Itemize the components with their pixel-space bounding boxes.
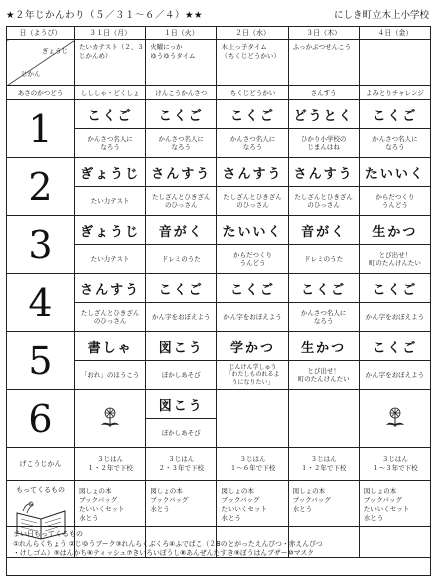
note-cell: たい力テスト	[75, 187, 146, 216]
day-header-thu: ３日（木）	[288, 27, 359, 40]
period-4-subject-row	[7, 274, 431, 303]
subject-cell: 書しゃ	[75, 332, 146, 361]
note-cell: たしざんとひきざん のひっさん	[217, 187, 288, 216]
period-number: 2	[7, 158, 75, 216]
subject-cell: こくご	[359, 332, 430, 361]
subject-cell: こくご	[217, 100, 288, 129]
note-cell: かん字をおぼえよう	[359, 361, 430, 390]
gekou-row	[7, 448, 431, 481]
subject-cell: たいいく	[359, 158, 430, 187]
note-cell: ドレミのうた	[288, 245, 359, 274]
subject-cell: 学かつ	[217, 332, 288, 361]
subject-cell: 図こう	[146, 332, 217, 361]
note-cell: ひかり小学校の じまんはね	[288, 129, 359, 158]
gekou-cell: ３じはん １〜６年で下校	[217, 448, 288, 481]
subject-cell: 音がく	[146, 216, 217, 245]
daily-items-box	[6, 526, 431, 576]
empty-cell	[217, 390, 288, 448]
page-header	[6, 5, 431, 21]
day-label: 日（ようび）	[7, 27, 75, 40]
page-title: ★２年じかんわり（５／３１〜６／４）★★	[6, 10, 204, 21]
period-6-subject-row	[7, 390, 431, 419]
period-number: 4	[7, 274, 75, 332]
note-cell: とび出せ！ 町のたんけんたい	[359, 245, 430, 274]
note-cell: たしざんとひきざん のひっさん	[146, 187, 217, 216]
gyouji-cell: ふっかぶつせんこう	[288, 40, 359, 86]
school-name: にしき町立木上小学校	[333, 10, 429, 21]
subject-cell: さんすう	[288, 158, 359, 187]
bring-cell: 図しょの本 ブックバッグ たいいくセット 水とう	[217, 481, 288, 558]
subject-cell: こくご	[359, 100, 430, 129]
period-2-subject-row	[7, 158, 431, 187]
dandelion-flower-icon	[382, 406, 408, 428]
note-cell: かんさつ名人に なろう	[146, 129, 217, 158]
period-number: 1	[7, 100, 75, 158]
day-header-wed: ２日（水）	[217, 27, 288, 40]
timetable	[6, 26, 431, 558]
bring-cell: 図しょの本 ブックバッグ たいいくセット 水とう	[359, 481, 430, 558]
subject-cell: 音がく	[288, 216, 359, 245]
bring-cell: 図しょの本 ブックバッグ 水とう	[288, 481, 359, 558]
asa-row	[7, 86, 431, 100]
period-number: 6	[7, 390, 75, 448]
subject-cell: さんすう	[217, 158, 288, 187]
empty-cell	[288, 390, 359, 448]
subject-cell: こくご	[288, 274, 359, 303]
day-header-fri: ４日（金）	[359, 27, 430, 40]
period-number: 3	[7, 216, 75, 274]
note-cell: ぼかしあそび	[146, 419, 217, 448]
gyouji-label-top: ぎょうじ	[42, 46, 68, 55]
note-cell: かん字をおぼえよう	[359, 303, 430, 332]
period-5-subject-row	[7, 332, 431, 361]
asa-label: あさのかつどう	[7, 86, 75, 100]
subject-cell: どうとく	[288, 100, 359, 129]
daily-items-line-1: ①れんらくちょう ②じゆうブーク③れんらくぶくろ④ふでばこ（２Bのとがったえんぴつ・赤えんぴつ	[13, 539, 323, 548]
gyouji-cell: 木上っ子タイム （ちくじどうかい）	[217, 40, 288, 86]
subject-cell: 生かつ	[359, 216, 430, 245]
subject-cell: 図こう	[146, 390, 217, 419]
subject-cell: さんすう	[146, 158, 217, 187]
period-number: 5	[7, 332, 75, 390]
empty-cell-flower	[359, 390, 430, 448]
gyouji-label-bottom: じかん	[21, 69, 41, 78]
note-cell: かんさつ名人に なろう	[75, 129, 146, 158]
note-cell: たしざんとひきざん のひっさん	[75, 303, 146, 332]
asa-cell: ちくじどうかい	[217, 86, 288, 100]
asa-cell: さんすう	[288, 86, 359, 100]
bring-label: もってくるもの	[16, 486, 65, 494]
subject-cell: ぎょうじ	[75, 216, 146, 245]
gekou-label: げこうじかん	[7, 448, 75, 481]
note-cell: かんさつ名人に なろう	[359, 129, 430, 158]
note-cell: かんさつ名人に なろう	[288, 303, 359, 332]
empty-cell-flower	[75, 390, 146, 448]
subject-cell: こくご	[359, 274, 430, 303]
note-cell: かん字をおぼえよう	[146, 303, 217, 332]
gyouji-cell: 火曜にっか ゆうゆうタイム	[146, 40, 217, 86]
asa-cell: しししゃ・どくしょ	[75, 86, 146, 100]
subject-cell: ぎょうじ	[75, 158, 146, 187]
gekou-cell: ３じはん １・２年で下校	[288, 448, 359, 481]
daily-items-title: まい日もってくるもの	[13, 530, 83, 538]
subject-cell: こくご	[217, 274, 288, 303]
bring-cell: 図しょの本 ブックバッグ 水とう	[146, 481, 217, 558]
note-cell: かん字をおぼえよう	[217, 303, 288, 332]
gyouji-label	[7, 40, 75, 86]
note-cell: じんけん学しゅう 「わたしものれるよ うになりたい」	[217, 361, 288, 390]
note-cell: かんさつ名人に なろう	[217, 129, 288, 158]
subject-cell: こくご	[146, 100, 217, 129]
note-cell: とび出せ！ 町のたんけんたい	[288, 361, 359, 390]
day-header-row	[7, 27, 431, 40]
note-cell: からだつくり うんどう	[217, 245, 288, 274]
gekou-cell: ３じはん １・２年で下校	[75, 448, 146, 481]
gekou-cell: ３じはん ２・３年で下校	[146, 448, 217, 481]
asa-cell: よみとりチャレンジ	[359, 86, 430, 100]
daily-items-line-2: ・けしゴム）⑤はんかち⑥ティッシュ⑦きいろいぼうし⑧あんぜんたすき⑨ぼうはんブザー⑩マスク	[13, 549, 314, 557]
gyouji-cell: たいカテスト（２、３じかんめ）	[75, 40, 146, 86]
subject-cell: こくご	[75, 100, 146, 129]
subject-cell: たいいく	[217, 216, 288, 245]
bring-cell: 図しょの本 ブックバッグ たいいくセット 水とう	[75, 481, 146, 558]
note-cell: たい力テスト	[75, 245, 146, 274]
gyouji-cell	[359, 40, 430, 86]
period-3-subject-row	[7, 216, 431, 245]
period-1-subject-row	[7, 100, 431, 129]
note-cell: 「おれ」のほうこう	[75, 361, 146, 390]
asa-cell: けんこうかんさつ	[146, 86, 217, 100]
note-cell: ドレミのうた	[146, 245, 217, 274]
note-cell: たしざんとひきざん のひっさん	[288, 187, 359, 216]
subject-cell: こくご	[146, 274, 217, 303]
day-header-mon: ３１日（月）	[75, 27, 146, 40]
subject-cell: さんすう	[75, 274, 146, 303]
dandelion-flower-icon	[97, 406, 123, 428]
gyouji-row	[7, 40, 431, 86]
note-cell: ぼかしあそび	[146, 361, 217, 390]
note-cell: からだつくり うんどう	[359, 187, 430, 216]
subject-cell: 生かつ	[288, 332, 359, 361]
day-header-tue: １日（火）	[146, 27, 217, 40]
gekou-cell: ３じはん １〜３年で下校	[359, 448, 430, 481]
